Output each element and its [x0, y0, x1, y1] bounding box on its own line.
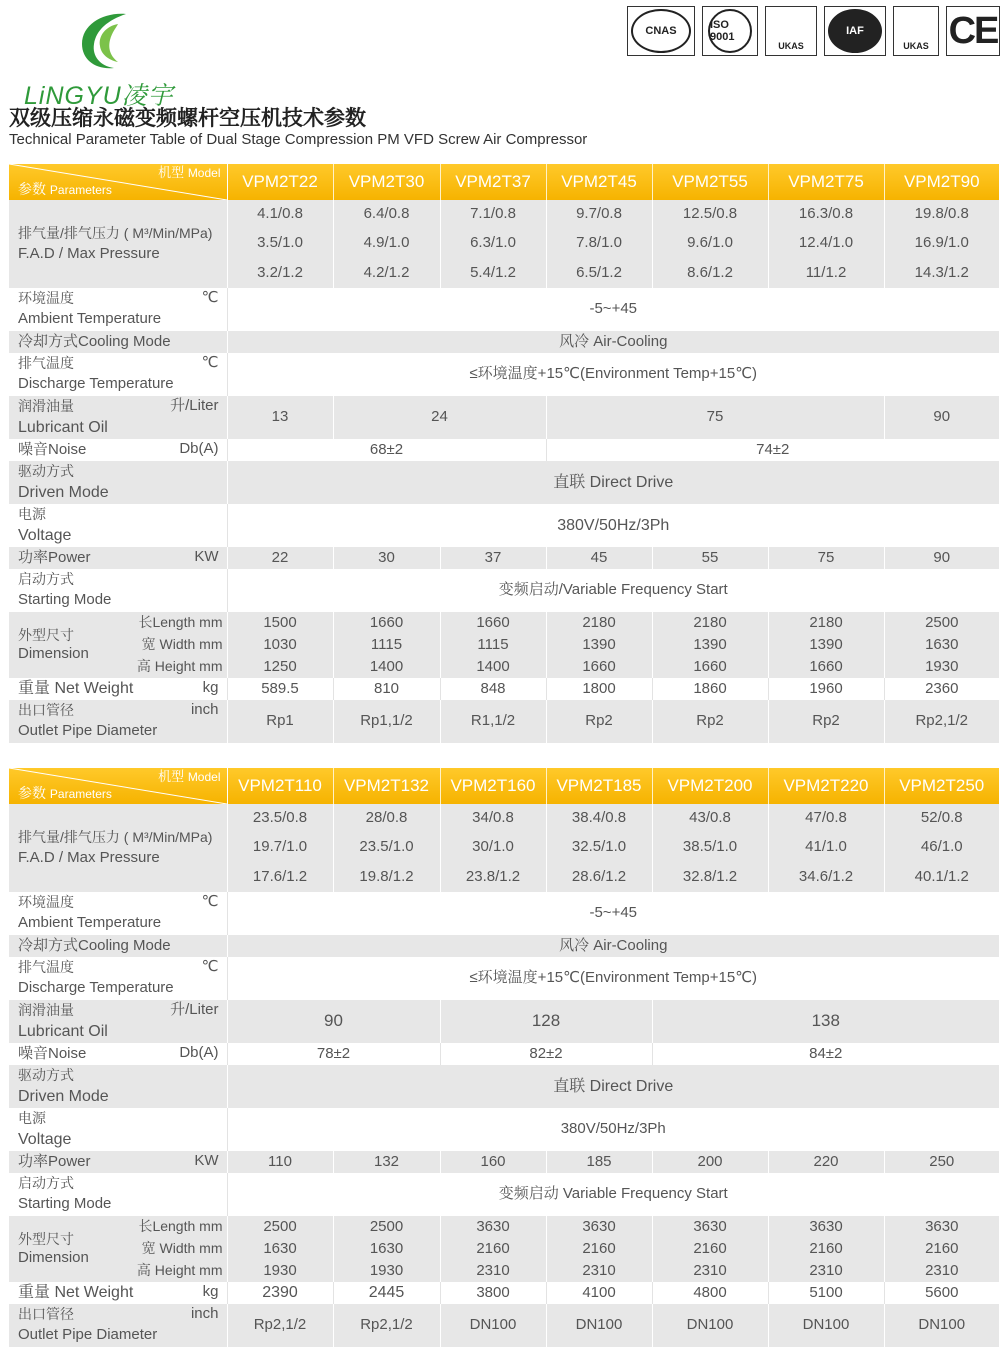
- table-cell: 34.6/1.2: [768, 862, 884, 892]
- page-header: [0, 0, 1000, 160]
- ambient-row: [9, 288, 999, 331]
- discharge-label: ℃ 排气温度 Discharge Temperature: [9, 957, 227, 1000]
- table-cell: 1250: [227, 656, 333, 678]
- cooling-label: 冷却方式Cooling Mode: [9, 331, 227, 353]
- table-cell: 1660: [440, 612, 546, 634]
- table-cell: 1860: [652, 678, 768, 700]
- table-cell: 32.5/1.0: [546, 833, 652, 862]
- table-cell: 风冷 Air-Cooling: [227, 331, 999, 353]
- table-cell: Rp2: [768, 700, 884, 743]
- length-row: [9, 1216, 999, 1238]
- table-cell: Rp2: [546, 700, 652, 743]
- discharge-row: [9, 957, 999, 1000]
- ukas-cert-icon: UKAS: [765, 6, 817, 56]
- table-cell: 138: [652, 1000, 999, 1043]
- table-cell: DN100: [884, 1304, 999, 1347]
- table-cell: 1400: [440, 656, 546, 678]
- table-cell: 38.4/0.8: [546, 804, 652, 833]
- table-cell: 14.3/1.2: [884, 258, 999, 288]
- voltage-row: [9, 504, 999, 547]
- table-cell: 1500: [227, 612, 333, 634]
- table-cell: 380V/50Hz/3Ph: [227, 504, 999, 547]
- oil-row: [9, 1000, 999, 1043]
- noise-row: [9, 439, 999, 461]
- table-cell: 3800: [440, 1282, 546, 1304]
- table-cell: 19.8/0.8: [884, 200, 999, 229]
- table-cell: 2180: [652, 612, 768, 634]
- table-cell: ≤环境温度+15℃(Environment Temp+15℃): [227, 353, 999, 396]
- table-cell: DN100: [440, 1304, 546, 1347]
- cnas-cert-icon: CNAS: [627, 6, 695, 56]
- table-cell: 2500: [884, 612, 999, 634]
- table-cell: 90: [884, 547, 999, 569]
- header-row: [9, 768, 999, 804]
- table-cell: 1630: [227, 1238, 333, 1260]
- table-cell: 3.2/1.2: [227, 258, 333, 288]
- drive-row: [9, 1065, 999, 1108]
- table-cell: Rp2,1/2: [884, 700, 999, 743]
- table-cell: 直联 Direct Drive: [227, 461, 999, 504]
- table-cell: 78±2: [227, 1043, 440, 1065]
- table-cell: 变频启动 Variable Frequency Start: [227, 1173, 999, 1216]
- table-cell: 3630: [440, 1216, 546, 1238]
- discharge-label: ℃ 排气温度 Discharge Temperature: [9, 353, 227, 396]
- weight-label: kg 重量 Net Weight: [9, 1282, 227, 1304]
- table-cell: 1630: [333, 1238, 440, 1260]
- table-cell: -5~+45: [227, 892, 999, 935]
- table-cell: 12.5/0.8: [652, 200, 768, 229]
- voltage-row: [9, 1108, 999, 1151]
- table-cell: 2500: [333, 1216, 440, 1238]
- model-name: VPM2T45: [546, 164, 652, 200]
- table-cell: 84±2: [652, 1043, 999, 1065]
- table-cell: 23.5/1.0: [333, 833, 440, 862]
- fad-row: [9, 804, 999, 833]
- table-cell: 2160: [440, 1238, 546, 1260]
- voltage-label: 电源 Voltage: [9, 504, 227, 547]
- table-cell: 变频启动/Variable Frequency Start: [227, 569, 999, 612]
- pipe-row: [9, 700, 999, 743]
- table-cell: DN100: [546, 1304, 652, 1347]
- table-cell: 2360: [884, 678, 999, 700]
- dimension-label: 外型尺寸 Dimension 长Length mm 宽 Width mm 高 Height mm: [9, 1216, 227, 1282]
- table-cell: 810: [333, 678, 440, 700]
- table-cell: 30/1.0: [440, 833, 546, 862]
- table-cell: 1390: [546, 634, 652, 656]
- model-name: VPM2T220: [768, 768, 884, 804]
- table-cell: 220: [768, 1151, 884, 1173]
- table-cell: 75: [546, 396, 884, 439]
- model-name: VPM2T110: [227, 768, 333, 804]
- table-cell: 1660: [546, 656, 652, 678]
- spec-table-2: [9, 768, 999, 1347]
- table-cell: 200: [652, 1151, 768, 1173]
- table-cell: 17.6/1.2: [227, 862, 333, 892]
- table-cell: 6.4/0.8: [333, 200, 440, 229]
- discharge-row: [9, 353, 999, 396]
- table-cell: 23.8/1.2: [440, 862, 546, 892]
- oil-label: 升/Liter 润滑油量 Lubricant Oil: [9, 396, 227, 439]
- table-cell: 82±2: [440, 1043, 652, 1065]
- oil-row: [9, 396, 999, 439]
- pipe-row: [9, 1304, 999, 1347]
- table-cell: 12.4/1.0: [768, 229, 884, 258]
- table-cell: 2160: [546, 1238, 652, 1260]
- table-cell: 16.3/0.8: [768, 200, 884, 229]
- table-cell: 1660: [768, 656, 884, 678]
- iaf-cert-icon: IAF: [824, 6, 886, 56]
- table-cell: 2180: [546, 612, 652, 634]
- table-cell: 32.8/1.2: [652, 862, 768, 892]
- model-name: VPM2T250: [884, 768, 999, 804]
- table-cell: DN100: [768, 1304, 884, 1347]
- table-cell: 1030: [227, 634, 333, 656]
- table-cell: 74±2: [546, 439, 999, 461]
- model-name: VPM2T22: [227, 164, 333, 200]
- brand-logo: [24, 10, 194, 110]
- table-cell: 47/0.8: [768, 804, 884, 833]
- model-name: VPM2T37: [440, 164, 546, 200]
- ambient-label: ℃ 环境温度 Ambient Temperature: [9, 892, 227, 935]
- dimension-label: 外型尺寸 Dimension 长Length mm 宽 Width mm 高 Height mm: [9, 612, 227, 678]
- pipe-label: inch 出口管径 Outlet Pipe Diameter: [9, 700, 227, 743]
- table-cell: 6.5/1.2: [546, 258, 652, 288]
- fad-label: 排气量/排气压力 ( M³/Min/MPa) F.A.D / Max Pressure: [9, 804, 227, 892]
- table-cell: Rp2,1/2: [227, 1304, 333, 1347]
- header-row: [9, 164, 999, 200]
- table-cell: 38.5/1.0: [652, 833, 768, 862]
- table-cell: 2310: [440, 1260, 546, 1282]
- table-cell: 110: [227, 1151, 333, 1173]
- table-corner: 机型 Model 参数 Parameters: [9, 768, 227, 804]
- table-cell: 1960: [768, 678, 884, 700]
- table-cell: 7.8/1.0: [546, 229, 652, 258]
- table-cell: 5100: [768, 1282, 884, 1304]
- brand-name: LiNGYU凌宇: [24, 82, 174, 110]
- cooling-label: 冷却方式Cooling Mode: [9, 935, 227, 957]
- table-cell: 3630: [884, 1216, 999, 1238]
- table-cell: 160: [440, 1151, 546, 1173]
- table-cell: 2160: [652, 1238, 768, 1260]
- model-name: VPM2T75: [768, 164, 884, 200]
- table-cell: 45: [546, 547, 652, 569]
- table-cell: 直联 Direct Drive: [227, 1065, 999, 1108]
- table-cell: 4.2/1.2: [333, 258, 440, 288]
- model-name: VPM2T132: [333, 768, 440, 804]
- table-cell: 3630: [652, 1216, 768, 1238]
- noise-label: Db(A) 噪音Noise: [9, 1043, 227, 1065]
- table-cell: 1400: [333, 656, 440, 678]
- table-cell: 7.1/0.8: [440, 200, 546, 229]
- table-cell: 28.6/1.2: [546, 862, 652, 892]
- table-cell: 2390: [227, 1282, 333, 1304]
- table-cell: 3630: [768, 1216, 884, 1238]
- weight-row: [9, 678, 999, 700]
- drive-row: [9, 461, 999, 504]
- table-cell: 132: [333, 1151, 440, 1173]
- table-cell: 34/0.8: [440, 804, 546, 833]
- model-name: VPM2T55: [652, 164, 768, 200]
- table-cell: 28/0.8: [333, 804, 440, 833]
- spec-table-1: [9, 164, 999, 743]
- table-cell: Rp2: [652, 700, 768, 743]
- table-cell: 1390: [652, 634, 768, 656]
- table-cell: 1115: [333, 634, 440, 656]
- weight-row: [9, 1282, 999, 1304]
- table-cell: 1115: [440, 634, 546, 656]
- table-cell: -5~+45: [227, 288, 999, 331]
- oil-label: 升/Liter 润滑油量 Lubricant Oil: [9, 1000, 227, 1043]
- ambient-row: [9, 892, 999, 935]
- table-cell: 1660: [652, 656, 768, 678]
- model-name: VPM2T90: [884, 164, 999, 200]
- voltage-label: 电源 Voltage: [9, 1108, 227, 1151]
- cooling-row: [9, 331, 999, 353]
- table-cell: 1390: [768, 634, 884, 656]
- table-cell: 19.8/1.2: [333, 862, 440, 892]
- ce-cert-icon: CE: [946, 6, 1000, 56]
- table-cell: 41/1.0: [768, 833, 884, 862]
- table-cell: 2445: [333, 1282, 440, 1304]
- table-cell: 1660: [333, 612, 440, 634]
- table-corner: 机型 Model 参数 Parameters: [9, 164, 227, 200]
- table-cell: 2180: [768, 612, 884, 634]
- table-cell: 11/1.2: [768, 258, 884, 288]
- table-cell: 185: [546, 1151, 652, 1173]
- table-cell: 风冷 Air-Cooling: [227, 935, 999, 957]
- table-cell: 3630: [546, 1216, 652, 1238]
- table-cell: Rp1,1/2: [333, 700, 440, 743]
- iso-cert-icon: ISO 9001: [702, 6, 758, 56]
- table-cell: 589.5: [227, 678, 333, 700]
- pipe-label: inch 出口管径 Outlet Pipe Diameter: [9, 1304, 227, 1347]
- table-cell: 4.9/1.0: [333, 229, 440, 258]
- ukas-cert-icon: UKAS: [893, 6, 939, 56]
- table-cell: 46/1.0: [884, 833, 999, 862]
- cooling-row: [9, 935, 999, 957]
- power-label: KW 功率Power: [9, 547, 227, 569]
- table-cell: Rp2,1/2: [333, 1304, 440, 1347]
- table-cell: 55: [652, 547, 768, 569]
- table-cell: 37: [440, 547, 546, 569]
- noise-label: Db(A) 噪音Noise: [9, 439, 227, 461]
- start-label: 启动方式 Starting Mode: [9, 1173, 227, 1216]
- model-name: VPM2T160: [440, 768, 546, 804]
- table-cell: 4800: [652, 1282, 768, 1304]
- table-cell: 2310: [884, 1260, 999, 1282]
- length-row: [9, 612, 999, 634]
- table-cell: 2500: [227, 1216, 333, 1238]
- table-cell: 68±2: [227, 439, 546, 461]
- table-cell: ≤环境温度+15℃(Environment Temp+15℃): [227, 957, 999, 1000]
- table-cell: 4.1/0.8: [227, 200, 333, 229]
- table-cell: 1930: [333, 1260, 440, 1282]
- power-row: [9, 1151, 999, 1173]
- start-row: [9, 1173, 999, 1216]
- power-row: [9, 547, 999, 569]
- fad-label: 排气量/排气压力 ( M³/Min/MPa) F.A.D / Max Pressure: [9, 200, 227, 288]
- table-cell: 22: [227, 547, 333, 569]
- green-crescent-c-logo-icon: [74, 10, 134, 72]
- table-cell: R1,1/2: [440, 700, 546, 743]
- table-cell: DN100: [652, 1304, 768, 1347]
- weight-label: kg 重量 Net Weight: [9, 678, 227, 700]
- fad-row: [9, 200, 999, 229]
- table-cell: 19.7/1.0: [227, 833, 333, 862]
- page-subtitle: Technical Parameter Table of Dual Stage Compression PM VFD Screw Air Compressor: [9, 131, 588, 148]
- table-cell: 16.9/1.0: [884, 229, 999, 258]
- table-cell: 43/0.8: [652, 804, 768, 833]
- table-cell: 1930: [227, 1260, 333, 1282]
- table-cell: 9.6/1.0: [652, 229, 768, 258]
- table-cell: 128: [440, 1000, 652, 1043]
- model-name: VPM2T200: [652, 768, 768, 804]
- page-title: 双级压缩永磁变频螺杆空压机技术参数: [9, 107, 366, 130]
- table-cell: 250: [884, 1151, 999, 1173]
- table-cell: 2310: [768, 1260, 884, 1282]
- table-cell: 75: [768, 547, 884, 569]
- model-name: VPM2T30: [333, 164, 440, 200]
- table-cell: 380V/50Hz/3Ph: [227, 1108, 999, 1151]
- model-name: VPM2T185: [546, 768, 652, 804]
- power-label: KW 功率Power: [9, 1151, 227, 1173]
- ambient-label: ℃ 环境温度 Ambient Temperature: [9, 288, 227, 331]
- table-cell: 52/0.8: [884, 804, 999, 833]
- table-cell: 30: [333, 547, 440, 569]
- table-cell: 8.6/1.2: [652, 258, 768, 288]
- table-cell: 1630: [884, 634, 999, 656]
- table-cell: 9.7/0.8: [546, 200, 652, 229]
- table-cell: 13: [227, 396, 333, 439]
- table-cell: 5.4/1.2: [440, 258, 546, 288]
- table-cell: 3.5/1.0: [227, 229, 333, 258]
- table-cell: 2160: [884, 1238, 999, 1260]
- table-cell: 2310: [652, 1260, 768, 1282]
- table-cell: 848: [440, 678, 546, 700]
- noise-row: [9, 1043, 999, 1065]
- table-cell: 4100: [546, 1282, 652, 1304]
- table-cell: 2160: [768, 1238, 884, 1260]
- table-cell: 2310: [546, 1260, 652, 1282]
- table-cell: Rp1: [227, 700, 333, 743]
- drive-label: 驱动方式 Driven Mode: [9, 461, 227, 504]
- table-cell: 40.1/1.2: [884, 862, 999, 892]
- start-label: 启动方式 Starting Mode: [9, 569, 227, 612]
- table-cell: 5600: [884, 1282, 999, 1304]
- drive-label: 驱动方式 Driven Mode: [9, 1065, 227, 1108]
- table-cell: 90: [227, 1000, 440, 1043]
- table-cell: 23.5/0.8: [227, 804, 333, 833]
- table-cell: 90: [884, 396, 999, 439]
- start-row: [9, 569, 999, 612]
- certification-logos: [627, 6, 1000, 56]
- table-cell: 6.3/1.0: [440, 229, 546, 258]
- table-cell: 1800: [546, 678, 652, 700]
- table-cell: 24: [333, 396, 546, 439]
- table-cell: 1930: [884, 656, 999, 678]
